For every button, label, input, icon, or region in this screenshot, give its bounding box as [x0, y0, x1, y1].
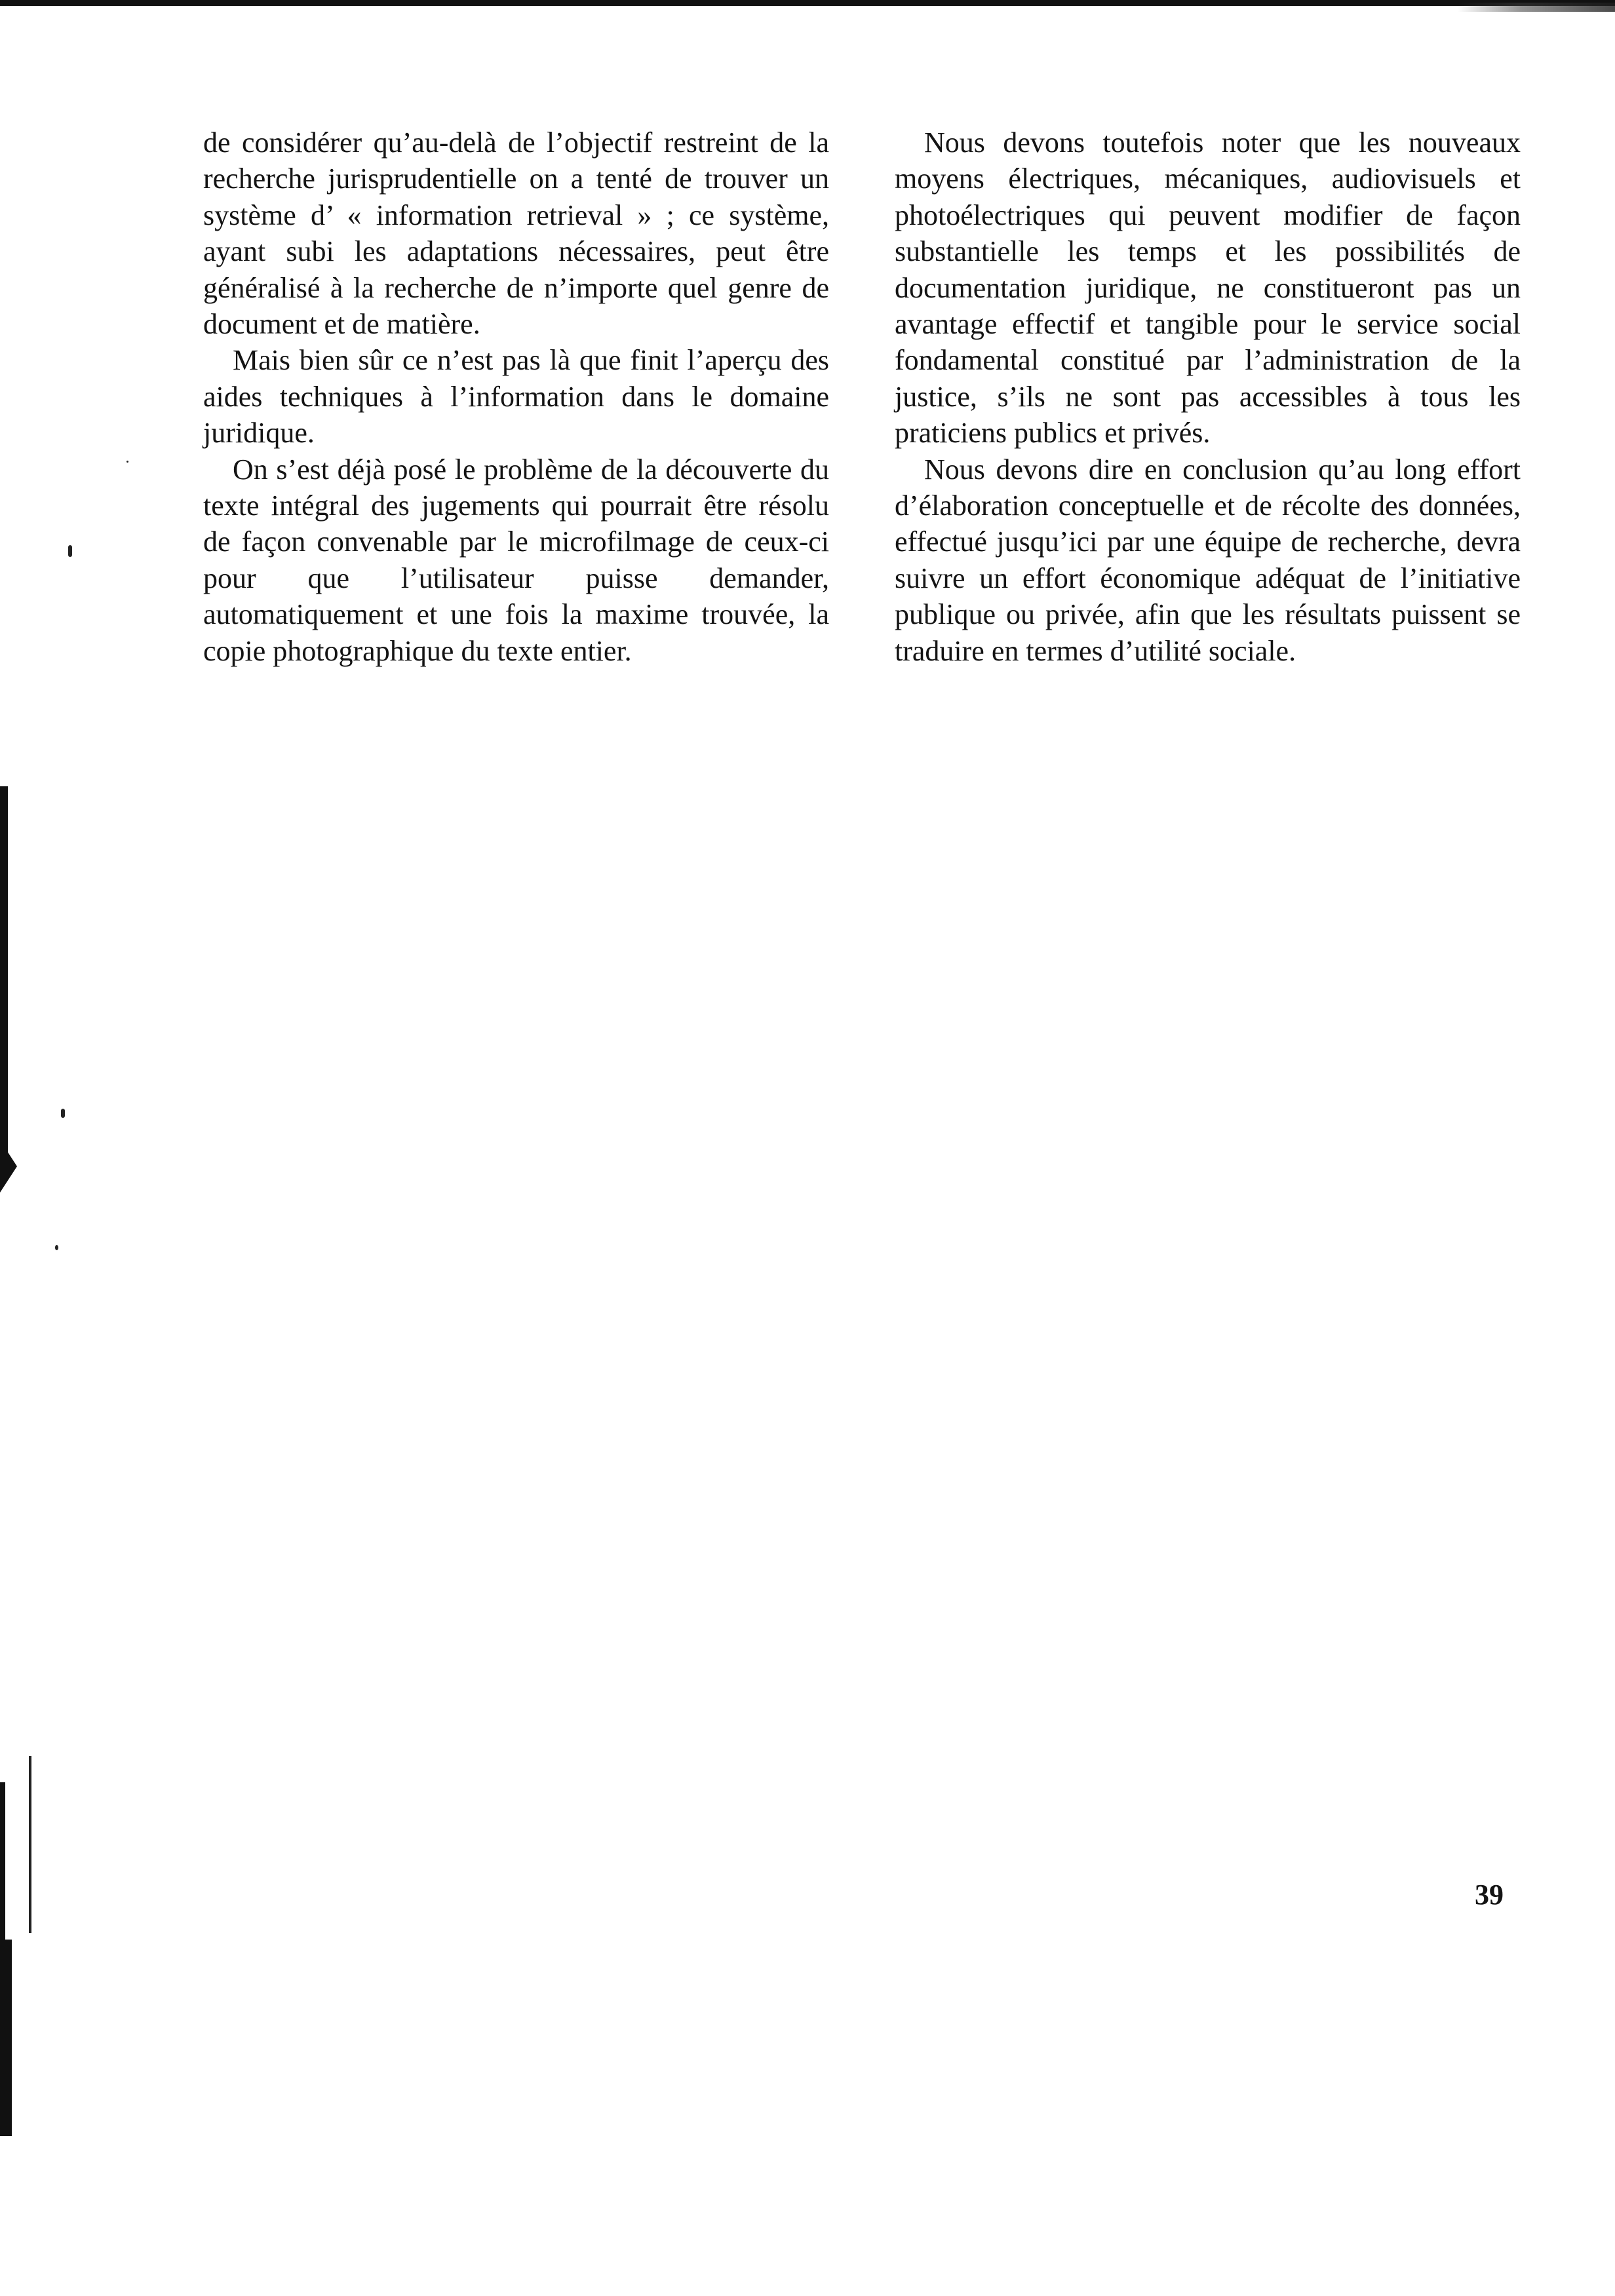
right-column — [895, 124, 1521, 669]
paragraph: Nous devons dire en conclusion qu’au long effort d’élaboration conceptuelle et de récolte des données, effectué jusqu’ici par une équipe de recherche, devra suivre un effort économique adéquat de l’initiative publique ou privée, afin que les résultats puissent se traduire en termes d’utilité sociale. — [895, 453, 1521, 667]
scan-speck — [68, 545, 72, 557]
paragraph: de considérer qu’au-delà de l’objectif restreint de la recherche jurisprudentielle on a tenté de trouver un système d’ « information retrieval » ; ce système, ayant subi les adaptations nécessaires, peut être généralisé à la recherche de n’importe quel genre de document et de matière. — [203, 126, 829, 341]
scan-margin-line — [29, 1756, 31, 1933]
paragraph: Mais bien sûr ce n’est pas là que finit l’aperçu des aides techniques à l’information dans le domaine juridique. — [203, 344, 829, 450]
scan-speck — [126, 461, 128, 463]
paragraph: On s’est déjà posé le problème de la découverte du texte intégral des jugements qui pourrait être résolu de façon convenable par le microfilmage de ceux-ci pour que l’utilisateur puisse demander, automatiquement et une fois la maxime trouvée, la copie photographique du texte entier. — [203, 453, 829, 667]
scan-binding-edge — [0, 786, 8, 1166]
scan-top-border — [0, 0, 1615, 6]
page-number: 39 — [1475, 1879, 1504, 1911]
scan-binding-edge-bottom — [0, 1940, 12, 2136]
scan-binding-edge-lower — [0, 1782, 5, 1946]
scan-speck — [61, 1109, 65, 1118]
left-column — [203, 124, 829, 669]
scan-top-border-fade — [1458, 3, 1615, 12]
scan-speck — [55, 1245, 58, 1250]
paragraph: Nous devons toutefois noter que les nouveaux moyens électriques, mécaniques, audiovisuels et photoélectriques qui peuvent modifier de façon substantielle les temps et les possibilités de documentation juridique, ne constitueront pas un avantage effectif et tangible pour le service social fondamental constitué par l’administration de la justice, s’ils ne sont pas accessibles à tous les praticiens publics et privés. — [895, 126, 1521, 450]
scan-binding-notch — [0, 1140, 17, 1193]
